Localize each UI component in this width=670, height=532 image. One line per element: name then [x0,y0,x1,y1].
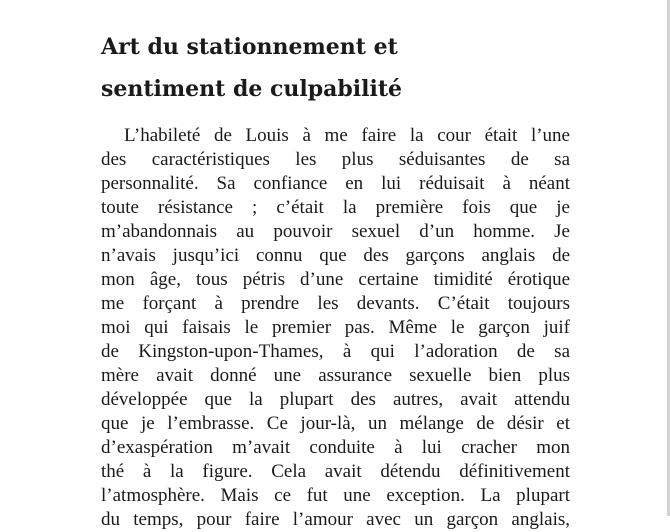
text-line: n’avais jusqu’ici connu que des garçons anglais de [101,245,570,266]
chapter-title-line: sentiment de culpabilité [101,76,403,102]
text-line: l’atmosphère. Mais ce fut une exception. La plupart [101,485,570,506]
text-line: thé à la figure. Cela avait détendu définitivement [101,461,570,482]
text-line: toute résistance ; c’était la première fois que je [101,197,570,218]
chapter-title-line: Art du stationnement et [101,34,398,60]
chapter-title [101,26,571,110]
text-line: mère avait donné une assurance sexuelle bien plus [101,365,570,386]
text-line: des caractéristiques les plus séduisantes de sa [101,149,570,170]
text-line: que je l’embrasse. Ce jour-là, un mélange de désir et [101,413,570,434]
text-line: d’exaspération m’avait conduite à lui cracher mon [101,437,570,458]
text-line: me forçant à prendre les devants. C’était toujours [101,293,570,314]
text-line: m’abandonnais au pouvoir sexuel d’un homme. Je [101,221,570,242]
text-line: de Kingston-upon-Thames, à qui l’adoration de sa [101,341,570,362]
text-line: moi qui faisais le premier pas. Même le garçon juif [101,317,570,338]
text-line: développée que la plupart des autres, avait attendu [101,389,570,410]
chapter-body-paragraph [101,124,570,530]
text-line: personnalité. Sa confiance en lui réduisait à néant [101,173,570,194]
text-line: L’habileté de Louis à me faire la cour était l’une [124,125,570,146]
text-line: mon âge, tous pétris d’une certaine timidité érotique [101,269,570,290]
text-line: du temps, pour faire l’amour avec un garçon anglais, [101,509,570,530]
